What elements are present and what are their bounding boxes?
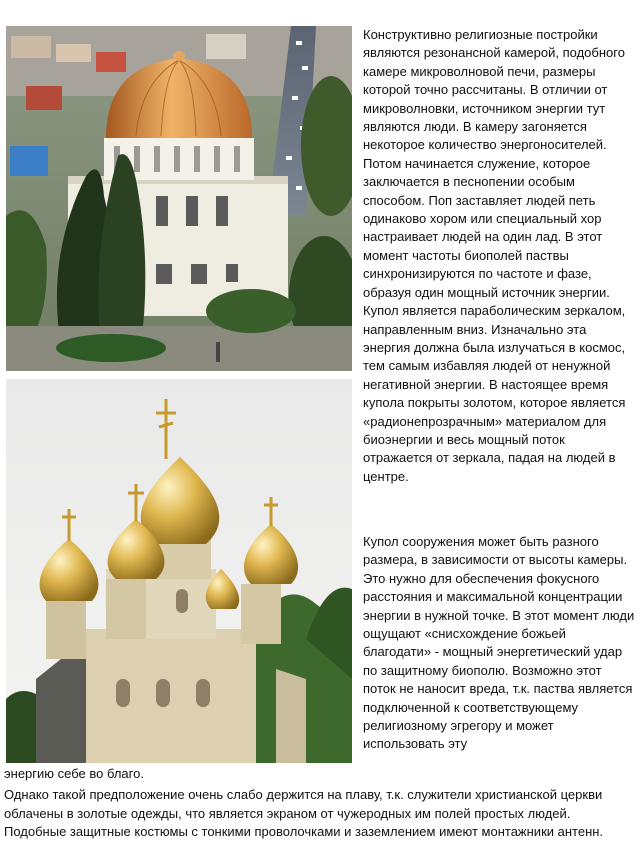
article-paragraph-3: Однако такой предположение очень слабо держится на плаву, т.к. служители христианской церкви облачены в золотые одежды, что является экраном от чужеродных им полей простых людей. Подобные защитные костюмы с тонкими проволочками и заземлением имеют монтажники антенн. [4, 787, 604, 840]
shrine-photo [6, 26, 352, 371]
article-paragraph-2 [363, 533, 635, 754]
paragraph-text: Купол сооружения может быть разного размера, в зависимости от высоты камеры. Это нужно для обеспечения фокусного расстояния и максимальной концентрации энергии в нужной точке. В этот момент люди ощущают «снисхождение божьей благодати» - мощный энергетический удар по защитному биополю. Возможно этот поток не наносит вреда, т.к. паства является подключенной к соответствующему религиозному эгрегору и может использовать эту [363, 534, 635, 752]
article-paragraph-2-tail: энергию себе во благо. [4, 766, 144, 781]
paragraph-text: Конструктивно религиозные постройки являются резонансной камерой, подобного камере микроволновой печи, размеры которой точно рассчитаны. В отличии от микроволновки, источником энергии тут являются люди. В камеру загоняется некоторое количество энергоносителей. Потом начинается служение, которое заключается в песнопении особым способом. Поп заставляет людей петь одинаково хором или специальный хор настраивает людей на один лад. В этот момент частоты биополей паствы синхронизируются по частоте и фазе, образуя один мощный источник энергии. Купол является параболическим зеркалом, направленным вниз. Изначально эта энергия должна была излучаться в космос, тем самым избавляя людей от ненужной негативной энергии. В настоящее время купола покрыты золотом, которое является «радионепрозрачным» материалом для биоэнергии и весь мощный поток отражается от зеркала, падая на людей в центре. [363, 27, 626, 484]
article-paragraph-1 [363, 26, 635, 486]
church-photo [6, 379, 352, 763]
